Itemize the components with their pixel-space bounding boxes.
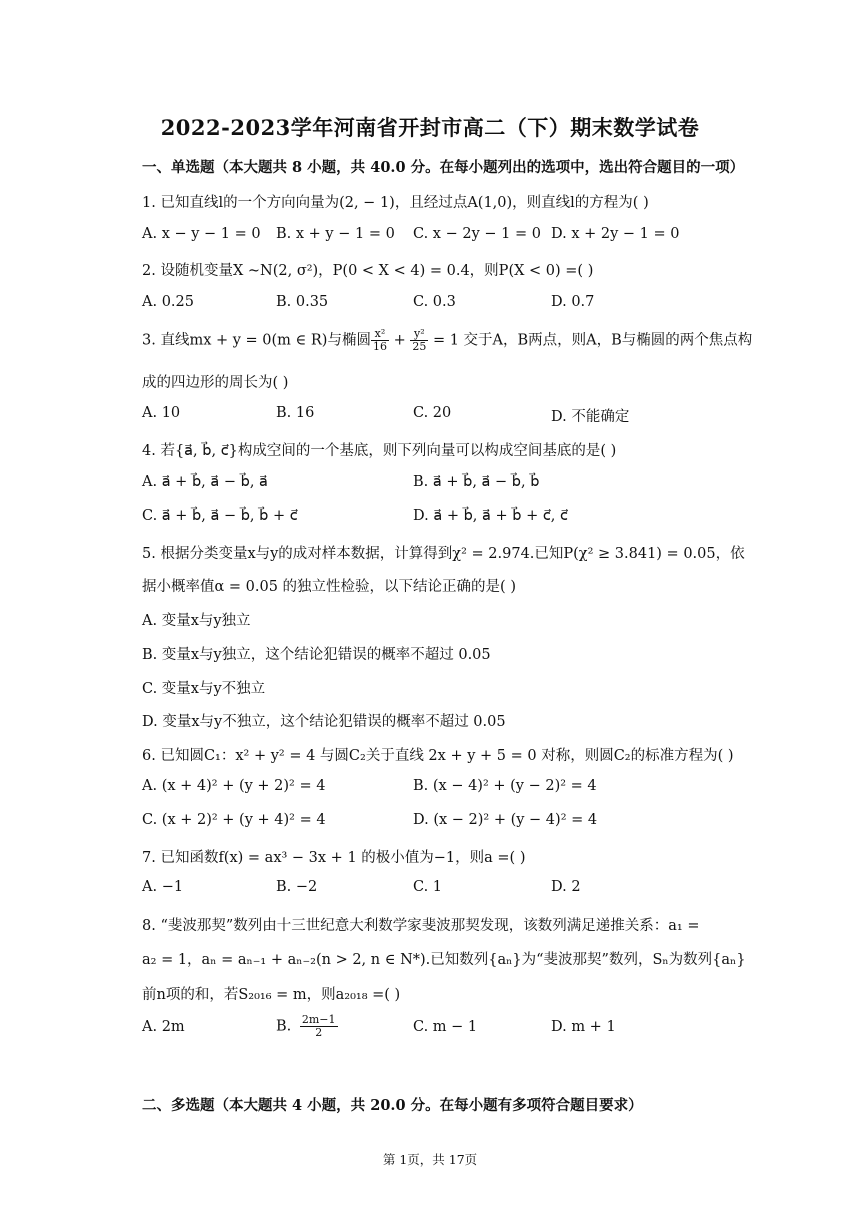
question-7-option-a: A. −1 xyxy=(142,879,184,895)
question-6-option-a: A. (x + 4)² + (y + 2)² = 4 xyxy=(142,778,326,794)
question-3-text-line-2: 成的四边形的周长为( ) xyxy=(142,375,289,391)
question-1-option-d: D. x + 2y − 1 = 0 xyxy=(551,226,680,242)
question-7-option-c: C. 1 xyxy=(413,879,443,895)
question-3-option-d: D. 不能确定 xyxy=(551,409,630,425)
fraction-numerator: x² xyxy=(371,328,389,341)
question-3-text-start: 3. 直线mx + y = 0(m ∈ R)与椭圆 xyxy=(142,332,371,349)
question-8-option-b xyxy=(276,1014,338,1039)
fraction-numerator: y² xyxy=(410,328,428,341)
fraction-denominator: 2 xyxy=(315,1026,323,1040)
question-8-option-a: A. 2m xyxy=(142,1019,185,1035)
ellipse-fraction-y xyxy=(410,328,428,353)
question-3-option-b: B. 16 xyxy=(276,405,315,421)
question-2-option-c: C. 0.3 xyxy=(413,294,456,310)
page-footer: 第 1页，共 17页 xyxy=(382,1152,478,1167)
question-4-option-b: B. a⃗ + b⃗, a⃗ − b⃗, b⃗ xyxy=(413,474,540,490)
question-3-text: 3. 直线mx + y = 0(m ∈ R)与椭圆 $\frac{\text{x²}}{16}$ + $\frac{\text{y²}}{25}$ = 1 交于A，B两点，则A，B与椭圆的两个焦点构 xyxy=(142,327,753,354)
question-5-text: 5. 根据分类变量x与y的成对样本数据，计算得到χ² = 2.974.已知P(χ² ≥ 3.841) = 0.05，依 xyxy=(142,546,745,562)
question-6-option-c: C. (x + 2)² + (y + 4)² = 4 xyxy=(142,812,326,828)
question-6-option-d: D. (x − 2)² + (y − 4)² = 4 xyxy=(413,812,598,828)
question-2-option-d: D. 0.7 xyxy=(551,294,595,310)
fraction-denominator: 16 xyxy=(372,340,387,354)
question-2-option-b: B. 0.35 xyxy=(276,294,329,310)
question-3-text-end: = 1 交于A，B两点，则A，B与椭圆的两个焦点构 xyxy=(432,332,753,349)
question-2-option-a: A. 0.25 xyxy=(142,294,194,310)
question-4-text: 4. 若{a⃗, b⃗, c⃗}构成空间的一个基底，则下列向量可以构成空间基底的是( ) xyxy=(142,443,617,459)
question-5-text-line-2: 据小概率值α = 0.05 的独立性检验，以下结论正确的是( ) xyxy=(142,579,516,595)
question-5-option-a: A. 变量x与y独立 xyxy=(142,613,251,629)
question-6-option-b: B. (x − 4)² + (y − 2)² = 4 xyxy=(413,778,597,794)
question-4-option-c: C. a⃗ + b⃗, a⃗ − b⃗, b⃗ + c⃗ xyxy=(142,508,298,524)
question-8-option-d: D. m + 1 xyxy=(551,1019,616,1035)
question-1-option-a: A. x − y − 1 = 0 xyxy=(142,226,261,242)
question-4-option-d: D. a⃗ + b⃗, a⃗ + b⃗ + c⃗, c⃗ xyxy=(413,508,568,524)
question-5-option-b: B. 变量x与y独立，这个结论犯错误的概率不超过 0.05 xyxy=(142,647,491,663)
question-8-option-c: C. m − 1 xyxy=(413,1019,478,1035)
question-7-text: 7. 已知函数f(x) = ax³ − 3x + 1 的极小值为−1，则a =( ) xyxy=(142,850,526,866)
question-8-text-line-2: a₂ = 1，aₙ = aₙ₋₁ + aₙ₋₂(n > 2, n ∈ N*).已知数列{aₙ}为“斐波那契”数列，Sₙ为数列{aₙ} xyxy=(142,952,746,968)
question-4-option-a: A. a⃗ + b⃗, a⃗ − b⃗, a⃗ xyxy=(142,474,268,490)
page-title: 2022-2023学年河南省开封市高二（下）期末数学试卷 xyxy=(160,115,700,140)
fraction-denominator: 25 xyxy=(412,340,427,354)
question-5-option-d: D. 变量x与y不独立，这个结论犯错误的概率不超过 0.05 xyxy=(142,714,506,730)
option-b-label: B. xyxy=(276,1018,292,1035)
question-1-text: 1. 已知直线l的一个方向向量为(2, − 1)，且经过点A(1,0)，则直线l的方程为( ) xyxy=(142,195,649,211)
question-1-option-c: C. x − 2y − 1 = 0 xyxy=(413,226,541,242)
question-3-option-c: C. 20 xyxy=(413,405,452,421)
question-1-option-b: B. x + y − 1 = 0 xyxy=(276,226,395,242)
question-2-text: 2. 设随机变量X ~N(2, σ²)，P(0 < X < 4) = 0.4，则P(X < 0) =( ) xyxy=(142,263,594,279)
question-3-option-a: A. 10 xyxy=(142,405,181,421)
question-8-text: 8. “斐波那契”数列由十三世纪意大利数学家斐波那契发现，该数列满足递推关系：a₁ = xyxy=(142,918,700,934)
question-7-option-d: D. 2 xyxy=(551,879,581,895)
fraction-numerator: 2m−1 xyxy=(301,1013,336,1026)
section-multiple-choice-heading: 二、多选题（本大题共 4 小题，共 20.0 分。在每小题有多项符合题目要求） xyxy=(142,1097,643,1114)
ellipse-fraction-x xyxy=(371,328,389,353)
question-7-option-b: B. −2 xyxy=(276,879,318,895)
option-b-fraction xyxy=(300,1014,338,1039)
section-single-choice-heading: 一、单选题（本大题共 8 小题，共 40.0 分。在每小题列出的选项中，选出符合题目的一项） xyxy=(142,159,745,176)
question-8-text-line-3: 前n项的和，若S₂₀₁₆ = m，则a₂₀₁₈ =( ) xyxy=(142,987,401,1003)
question-6-text: 6. 已知圆C₁：x² + y² = 4 与圆C₂关于直线 2x + y + 5 = 0 对称，则圆C₂的标准方程为( ) xyxy=(142,748,734,764)
question-5-option-c: C. 变量x与y不独立 xyxy=(142,681,266,697)
